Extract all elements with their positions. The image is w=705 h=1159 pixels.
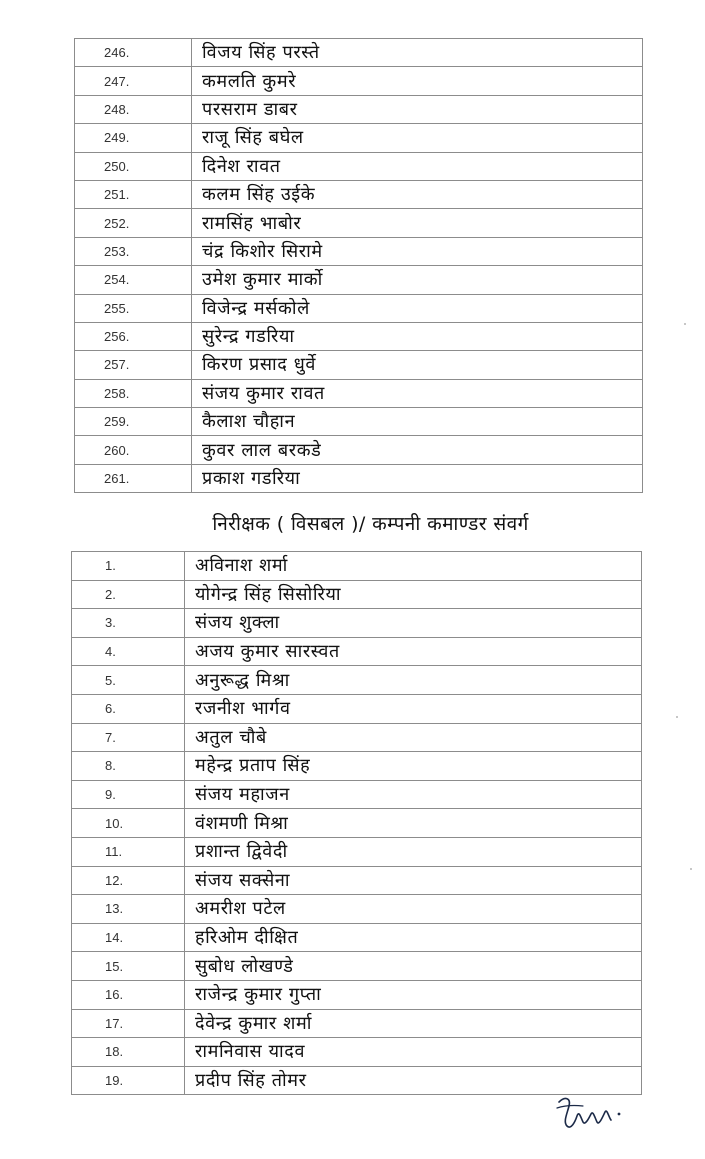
table-row [75, 237, 643, 265]
scan-speck [684, 323, 686, 325]
person-name: किरण प्रसाद धुर्वे [192, 351, 643, 379]
serial-number: 14. [72, 923, 185, 952]
table-row [75, 95, 643, 123]
table-row [75, 39, 643, 67]
person-name: अनुरूद्ध मिश्रा [185, 666, 642, 695]
table-row [75, 124, 643, 152]
table-row [72, 980, 642, 1009]
table-row [72, 1009, 642, 1038]
table-row [75, 408, 643, 436]
table-row [72, 837, 642, 866]
serial-number: 6. [72, 694, 185, 723]
person-name: राजू सिंह बघेल [192, 124, 643, 152]
table-row [72, 752, 642, 781]
person-name: दिनेश रावत [192, 152, 643, 180]
table-row [72, 609, 642, 638]
table-row [72, 580, 642, 609]
person-name: संजय शुक्ला [185, 609, 642, 638]
person-name: राजेन्द्र कुमार गुप्ता [185, 980, 642, 1009]
serial-number: 261. [75, 464, 192, 492]
person-name: महेन्द्र प्रताप सिंह [185, 752, 642, 781]
serial-number: 10. [72, 809, 185, 838]
serial-number: 2. [72, 580, 185, 609]
serial-number: 251. [75, 180, 192, 208]
table-row [72, 895, 642, 924]
roster-table-continued [74, 38, 643, 493]
section-heading: निरीक्षक ( विसबल )/ कम्पनी कमाण्डर संवर्ग [212, 513, 529, 535]
person-name: उमेश कुमार मार्को [192, 266, 643, 294]
serial-number: 246. [75, 39, 192, 67]
table-row [75, 67, 643, 95]
person-name: कलम सिंह उईके [192, 180, 643, 208]
table-row [75, 379, 643, 407]
person-name: संजय कुमार रावत [192, 379, 643, 407]
person-name: कमलति कुमरे [192, 67, 643, 95]
person-name: रामसिंह भाबोर [192, 209, 643, 237]
serial-number: 254. [75, 266, 192, 294]
table-row [75, 322, 643, 350]
serial-number: 250. [75, 152, 192, 180]
serial-number: 7. [72, 723, 185, 752]
serial-number: 3. [72, 609, 185, 638]
roster-table-inspectors [71, 551, 642, 1095]
serial-number: 18. [72, 1038, 185, 1067]
person-name: अविनाश शर्मा [185, 552, 642, 581]
table-row [75, 266, 643, 294]
table-row [72, 1038, 642, 1067]
serial-number: 4. [72, 637, 185, 666]
person-name: योगेन्द्र सिंह सिसोरिया [185, 580, 642, 609]
person-name: कैलाश चौहान [192, 408, 643, 436]
serial-number: 256. [75, 322, 192, 350]
table-row [72, 637, 642, 666]
table-row [72, 866, 642, 895]
serial-number: 5. [72, 666, 185, 695]
table-row [72, 666, 642, 695]
person-name: चंद्र किशोर सिरामे [192, 237, 643, 265]
person-name: प्रकाश गडरिया [192, 464, 643, 492]
scan-speck [676, 716, 678, 718]
table-row [72, 780, 642, 809]
table-row [72, 552, 642, 581]
person-name: प्रदीप सिंह तोमर [185, 1066, 642, 1095]
person-name: देवेन्द्र कुमार शर्मा [185, 1009, 642, 1038]
table-row [75, 152, 643, 180]
serial-number: 16. [72, 980, 185, 1009]
roster-table-body [75, 39, 643, 493]
table-row [75, 436, 643, 464]
serial-number: 255. [75, 294, 192, 322]
serial-number: 15. [72, 952, 185, 981]
person-name: संजय सक्सेना [185, 866, 642, 895]
serial-number: 252. [75, 209, 192, 237]
table-row [72, 952, 642, 981]
person-name: प्रशान्त द्विवेदी [185, 837, 642, 866]
table-row [75, 351, 643, 379]
serial-number: 9. [72, 780, 185, 809]
person-name: अमरीश पटेल [185, 895, 642, 924]
serial-number: 11. [72, 837, 185, 866]
handwritten-signature [553, 1088, 633, 1138]
serial-number: 8. [72, 752, 185, 781]
person-name: रजनीश भार्गव [185, 694, 642, 723]
table-row [75, 180, 643, 208]
serial-number: 13. [72, 895, 185, 924]
person-name: कुवर लाल बरकडे [192, 436, 643, 464]
serial-number: 12. [72, 866, 185, 895]
person-name: अजय कुमार सारस्वत [185, 637, 642, 666]
person-name: सुबोध लोखण्डे [185, 952, 642, 981]
serial-number: 1. [72, 552, 185, 581]
table-row [72, 809, 642, 838]
serial-number: 259. [75, 408, 192, 436]
serial-number: 19. [72, 1066, 185, 1095]
person-name: हरिओम दीक्षित [185, 923, 642, 952]
person-name: परसराम डाबर [192, 95, 643, 123]
person-name: संजय महाजन [185, 780, 642, 809]
scan-speck [690, 868, 692, 870]
person-name: वंशमणी मिश्रा [185, 809, 642, 838]
serial-number: 17. [72, 1009, 185, 1038]
person-name: विजेन्द्र मर्सकोले [192, 294, 643, 322]
table-row [72, 923, 642, 952]
serial-number: 257. [75, 351, 192, 379]
person-name: रामनिवास यादव [185, 1038, 642, 1067]
table-row [75, 464, 643, 492]
person-name: अतुल चौबे [185, 723, 642, 752]
roster-table-body [72, 552, 642, 1095]
serial-number: 253. [75, 237, 192, 265]
person-name: विजय सिंह परस्ते [192, 39, 643, 67]
serial-number: 260. [75, 436, 192, 464]
person-name: सुरेन्द्र गडरिया [192, 322, 643, 350]
serial-number: 258. [75, 379, 192, 407]
table-row [72, 694, 642, 723]
table-row [75, 294, 643, 322]
table-row [72, 723, 642, 752]
serial-number: 247. [75, 67, 192, 95]
table-row [75, 209, 643, 237]
serial-number: 248. [75, 95, 192, 123]
serial-number: 249. [75, 124, 192, 152]
